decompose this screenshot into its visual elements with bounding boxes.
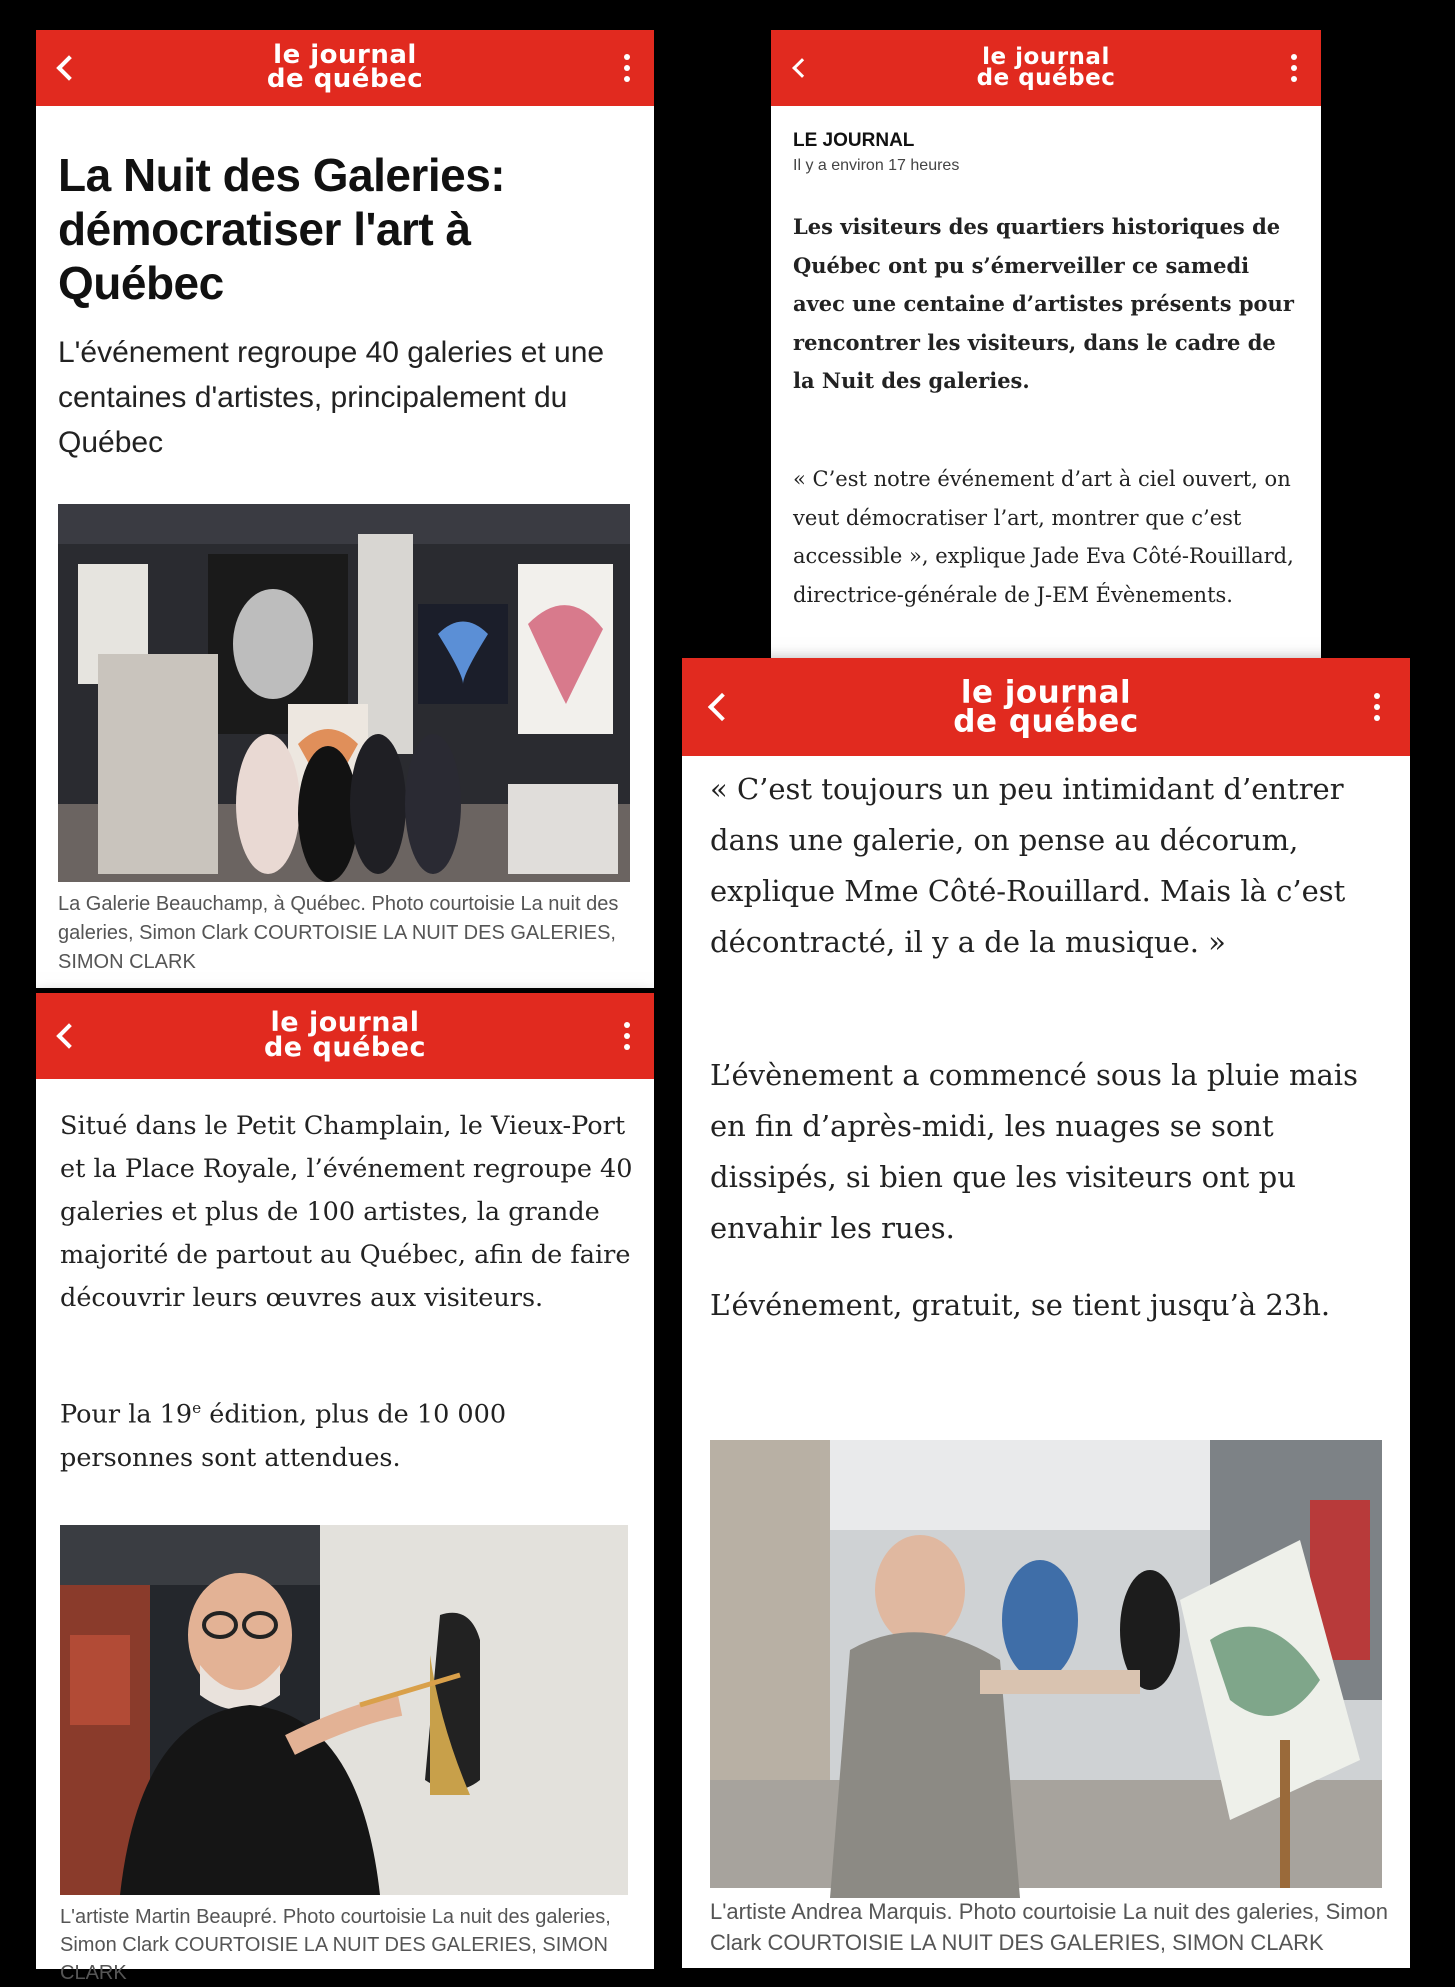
more-options-icon[interactable] [624,54,630,82]
app-header [682,658,1410,756]
back-arrow-icon[interactable] [792,58,812,78]
back-arrow-icon[interactable] [56,55,81,80]
article-panel-1 [36,30,654,988]
author-name[interactable]: LE JOURNAL [793,130,915,151]
back-arrow-icon[interactable] [708,693,736,721]
artist-painting-photo [710,1440,1382,1888]
photo-caption: L'artiste Andrea Marquis. Photo courtoisie La nuit des galeries, Simon Clark COURTOISIE LA NUIT DES GALERIES, SIMON CLARK [710,1899,1389,1955]
gallery-photo [58,504,630,882]
app-header [771,30,1321,106]
article-panel-2 [771,30,1321,660]
app-header [36,993,654,1079]
more-options-icon[interactable] [1291,54,1297,82]
journal-logo[interactable]: le journal de québec [266,40,424,94]
article-paragraph: L’événement, gratuit, se tient jusqu’à 23h. [710,1288,1331,1322]
artist-portrait-photo [60,1525,628,1895]
photo-caption: L'artiste Martin Beaupré. Photo courtoisie La nuit des galeries, Simon Clark COURTOISIE LA NUIT DES GALERIES, SIMON CLARK [60,1906,611,1984]
photo-caption: La Galerie Beauchamp, à Québec. Photo courtoisie La nuit des galeries, Simon Clark COURTOISIE LA NUIT DES GALERIES, SIMON CLARK [58,893,619,973]
back-arrow-icon[interactable] [56,1023,81,1048]
journal-logo[interactable]: le journal de québec [953,674,1139,739]
article-paragraph: Pour la 19e édition, plus de 10 000 personnes sont attendues. [60,1399,507,1473]
article-title: La Nuit des Galeries: démocratiser l'art à Québec [58,149,506,309]
journal-logo[interactable]: le journal de québec [976,43,1116,91]
app-header [36,30,654,106]
article-paragraph: L’évènement a commencé sous la pluie mais en fin d’après-midi, les nuages se sont dissipés, si bien que les visiteurs ont pu envahir les rues. [710,1058,1358,1245]
more-options-icon[interactable] [624,1022,630,1050]
article-panel-4 [36,993,654,1984]
article-panel-3 [682,658,1410,1968]
article-subtitle: L'événement regroupe 40 galeries et une centaines d'artistes, principalement du Québec [58,336,605,459]
article-lead: Les visiteurs des quartiers historiques de Québec ont pu s’émerveiller ce samedi avec une centaine d’artistes présents pour rencontrer les visiteurs, dans le cadre de la Nuit des galeries. [793,214,1294,393]
article-quote-2: « C’est toujours un peu intimidant d’entrer dans une galerie, on pense au décorum, explique Mme Côté-Rouillard. Mais là c’est décontracté, il y a de la musique. » [710,772,1346,959]
article-quote: « C’est notre événement d’art à ciel ouvert, on veut démocratiser l’art, montrer que c’est accessible », explique Jade Eva Côté-Rouillard, directrice-générale de J-EM Évènements. [793,467,1294,607]
more-options-icon[interactable] [1374,693,1380,721]
timestamp: Il y a environ 17 heures [793,157,960,174]
journal-logo[interactable]: le journal de québec [263,1007,427,1063]
article-paragraph: Situé dans le Petit Champlain, le Vieux-Port et la Place Royale, l’événement regroupe 40 galeries et plus de 100 artistes, la grande majorité de partout au Québec, afin de faire découvrir leurs œuvres aux visiteurs. [60,1111,633,1313]
